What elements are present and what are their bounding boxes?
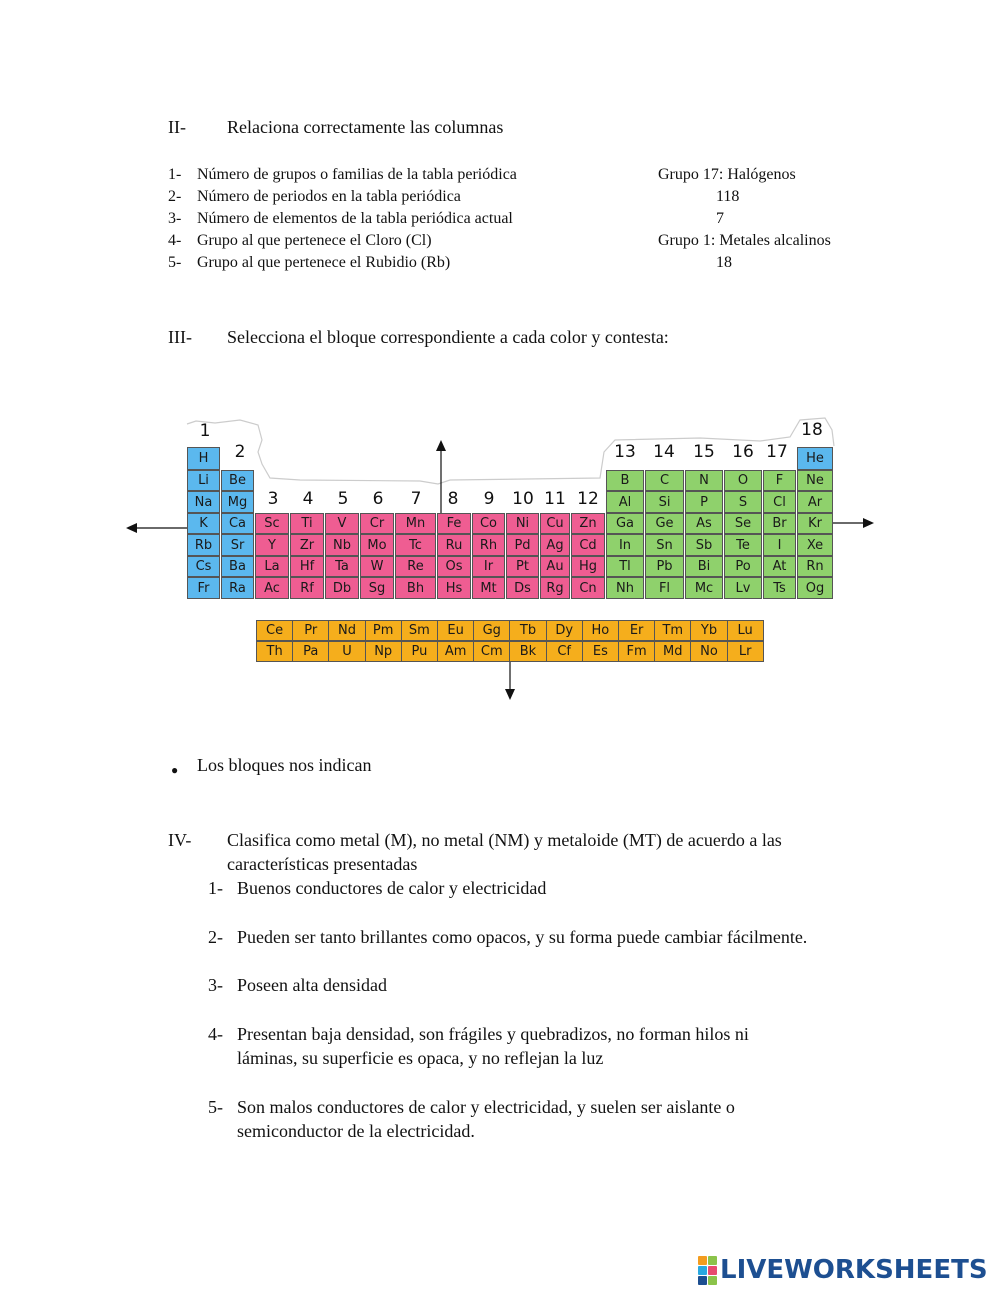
element-cell[interactable]: Bk [509,641,546,662]
element-cell[interactable]: Fm [618,641,655,662]
group-label: 6 [372,489,384,509]
group-label: 15 [693,442,715,462]
element-cell[interactable]: Lr [727,641,764,662]
logo-mark [698,1256,717,1285]
element-cell[interactable]: Zr [290,534,324,556]
section2-numeral: II- [168,117,186,137]
item-text: Son malos conductores de calor y electricidad, y suelen ser aislante o [237,1097,735,1117]
element-cell[interactable]: Sb [685,534,723,556]
item-text: Poseen alta densidad [237,975,387,995]
element-cell[interactable]: Tc [395,534,436,556]
element-cell[interactable]: Er [618,620,655,641]
element-cell[interactable]: Ne [797,470,833,491]
item-number: 5- [208,1097,223,1117]
section4-title-line2: características presentadas [227,854,418,874]
answer-option: 118 [716,188,740,205]
element-cell[interactable]: Es [582,641,619,662]
element-cell[interactable]: Ts [763,577,796,599]
arrow-up-head [436,440,446,451]
element-cell[interactable]: Pm [365,620,402,641]
group-label: 10 [512,489,534,509]
element-cell[interactable]: Y [255,534,289,556]
item-number: 3- [208,975,223,995]
group-label: 13 [614,442,636,462]
element-cell[interactable]: Ca [221,513,254,534]
element-cell[interactable]: Os [437,556,471,577]
element-cell[interactable]: Tm [654,620,691,641]
element-cell[interactable]: Mo [360,534,394,556]
element-cell[interactable]: Mg [221,491,254,513]
element-cell[interactable]: Ra [221,577,254,599]
element-cell[interactable]: Te [724,534,762,556]
group-label: 12 [577,489,599,509]
element-cell[interactable]: Br [763,513,796,534]
element-cell[interactable]: Ce [256,620,293,641]
item-text: Presentan baja densidad, son frágiles y quebradizos, no forman hilos ni [237,1024,749,1044]
element-cell[interactable]: Hg [571,556,605,577]
logo-block [708,1266,717,1275]
element-cell[interactable]: Dy [546,620,583,641]
element-cell[interactable]: Ni [506,513,539,534]
element-cell[interactable]: Ho [582,620,619,641]
answer-option: 18 [716,254,732,271]
element-cell[interactable]: Cl [763,491,796,513]
element-cell[interactable]: Hs [437,577,471,599]
element-cell[interactable]: Mn [395,513,436,534]
element-cell[interactable]: At [763,556,796,577]
element-cell[interactable]: Fr [187,577,220,599]
element-cell[interactable]: P [685,491,723,513]
section2-title: Relaciona correctamente las columnas [227,117,504,137]
element-cell[interactable]: Gg [473,620,510,641]
element-cell[interactable]: Ac [255,577,289,599]
element-cell[interactable]: B [606,470,644,491]
group-label: 14 [653,442,675,462]
item-text-continued: semiconductor de la electricidad. [237,1121,475,1141]
bullet-text: Los bloques nos indican [197,755,372,775]
element-cell[interactable]: Sn [645,534,684,556]
element-cell[interactable]: Pr [292,620,329,641]
item-number: 1- [168,166,182,183]
item-text: Número de elementos de la tabla periódica actual [197,210,513,227]
element-cell[interactable]: Sg [360,577,394,599]
element-cell[interactable]: Pb [645,556,684,577]
element-cell[interactable]: Rg [540,577,570,599]
item-number: 3- [168,210,182,227]
group-label: 17 [766,442,788,462]
element-cell[interactable]: Rn [797,556,833,577]
element-cell[interactable]: Db [325,577,359,599]
element-cell[interactable]: Pu [401,641,438,662]
element-cell[interactable]: Ta [325,556,359,577]
item-number: 1- [208,878,223,898]
answer-option: Grupo 17: Halógenos [658,166,796,183]
element-cell[interactable]: Nb [325,534,359,556]
arrow-right-head [863,518,874,528]
item-text: Buenos conductores de calor y electricidad [237,878,547,898]
item-text: Grupo al que pertenece el Rubidio (Rb) [197,254,451,271]
element-cell[interactable]: V [325,513,359,534]
element-cell[interactable]: Cu [540,513,570,534]
element-cell[interactable]: O [724,470,762,491]
element-cell[interactable]: Mt [472,577,505,599]
element-cell[interactable]: Si [645,491,684,513]
element-cell[interactable]: Cf [546,641,583,662]
element-cell[interactable]: S [724,491,762,513]
group-label: 5 [337,489,349,509]
group-label: 3 [267,489,279,509]
element-cell[interactable]: Pa [292,641,329,662]
item-number: 2- [168,188,182,205]
element-cell[interactable]: Kr [797,513,833,534]
group-label: 1 [199,421,211,441]
element-cell[interactable]: As [685,513,723,534]
group-label: 16 [732,442,754,462]
logo-block [708,1276,717,1285]
element-cell[interactable]: No [690,641,727,662]
element-cell[interactable]: Al [606,491,644,513]
group-label: 18 [801,420,823,440]
element-cell[interactable]: Yb [690,620,727,641]
element-cell[interactable]: Th [256,641,293,662]
element-cell[interactable]: Nh [606,577,644,599]
element-cell[interactable]: I [763,534,796,556]
element-cell[interactable]: N [685,470,723,491]
element-cell[interactable]: Cd [571,534,605,556]
element-cell[interactable]: Be [221,470,254,491]
element-cell[interactable]: Cr [360,513,394,534]
element-cell[interactable]: Cs [187,556,220,577]
item-text-continued: láminas, su superficie es opaca, y no reflejan la luz [237,1048,604,1068]
arrow-left-head [126,523,137,533]
item-number: 2- [208,927,223,947]
element-cell[interactable]: K [187,513,220,534]
element-cell[interactable]: Au [540,556,570,577]
element-cell[interactable]: C [645,470,684,491]
item-number: 4- [168,232,182,249]
element-cell[interactable]: He [797,447,833,470]
item-number: 5- [168,254,182,271]
group-label: 8 [447,489,459,509]
element-cell[interactable]: Rh [472,534,505,556]
item-number: 4- [208,1024,223,1044]
element-cell[interactable]: W [360,556,394,577]
element-cell[interactable]: Eu [437,620,474,641]
element-cell[interactable]: U [328,641,365,662]
element-cell[interactable]: Am [437,641,474,662]
element-cell[interactable]: Hf [290,556,324,577]
logo-text: LIVEWORKSHEETS [720,1255,988,1285]
answer-option: 7 [716,210,724,227]
section3-title: Selecciona el bloque correspondiente a cada color y contesta: [227,327,669,347]
element-cell[interactable]: Fe [437,513,471,534]
answer-option: Grupo 1: Metales alcalinos [658,232,831,249]
element-cell[interactable]: Sc [255,513,289,534]
element-cell[interactable]: In [606,534,644,556]
element-cell[interactable]: Tb [509,620,546,641]
element-cell[interactable]: Ag [540,534,570,556]
element-cell[interactable]: Ru [437,534,471,556]
element-cell[interactable]: Po [724,556,762,577]
group-label: 2 [234,442,246,462]
section4-numeral: IV- [168,830,192,850]
element-cell[interactable]: Rf [290,577,324,599]
liveworksheets-logo [698,1255,988,1285]
item-text: Grupo al que pertenece el Cloro (Cl) [197,232,432,249]
logo-block [698,1276,707,1285]
logo-block [698,1256,707,1265]
element-cell[interactable]: Fl [645,577,684,599]
element-cell[interactable]: Se [724,513,762,534]
element-cell[interactable]: Tl [606,556,644,577]
element-cell[interactable]: Ir [472,556,505,577]
group-label: 11 [544,489,566,509]
element-cell[interactable]: Re [395,556,436,577]
group-label: 9 [483,489,495,509]
bullet-dot: ● [171,763,179,777]
element-cell[interactable]: Ga [606,513,644,534]
element-cell[interactable]: Ge [645,513,684,534]
element-cell[interactable]: Ar [797,491,833,513]
element-cell[interactable]: Ti [290,513,324,534]
element-cell[interactable]: La [255,556,289,577]
arrow-down-head [505,689,515,700]
logo-block [698,1266,707,1275]
element-cell[interactable]: Sm [401,620,438,641]
element-cell[interactable]: Cn [571,577,605,599]
group-label: 7 [410,489,422,509]
section3-numeral: III- [168,327,192,347]
element-cell[interactable]: F [763,470,796,491]
element-cell[interactable]: Co [472,513,505,534]
element-cell[interactable]: Mc [685,577,723,599]
element-cell[interactable]: Np [365,641,402,662]
element-cell[interactable]: Li [187,470,220,491]
element-cell[interactable]: Sr [221,534,254,556]
element-cell[interactable]: Pt [506,556,539,577]
element-cell[interactable]: Cm [473,641,510,662]
element-cell[interactable]: Nd [328,620,365,641]
element-cell[interactable]: Zn [571,513,605,534]
element-cell[interactable]: Na [187,491,220,513]
element-cell[interactable]: Md [654,641,691,662]
section4-title-line1: Clasifica como metal (M), no metal (NM) y metaloide (MT) de acuerdo a las [227,830,782,850]
element-cell[interactable]: Xe [797,534,833,556]
element-cell[interactable]: H [187,447,220,470]
element-cell[interactable]: Pd [506,534,539,556]
element-cell[interactable]: Ba [221,556,254,577]
group-label: 4 [302,489,314,509]
element-cell[interactable]: Bh [395,577,436,599]
item-text: Número de grupos o familias de la tabla periódica [197,166,517,183]
item-text: Número de periodos en la tabla periódica [197,188,461,205]
element-cell[interactable]: Bi [685,556,723,577]
item-text: Pueden ser tanto brillantes como opacos, y su forma puede cambiar fácilmente. [237,927,808,947]
element-cell[interactable]: Rb [187,534,220,556]
element-cell[interactable]: Ds [506,577,539,599]
element-cell[interactable]: Lv [724,577,762,599]
logo-block [708,1256,717,1265]
element-cell[interactable]: Lu [727,620,764,641]
element-cell[interactable]: Og [797,577,833,599]
